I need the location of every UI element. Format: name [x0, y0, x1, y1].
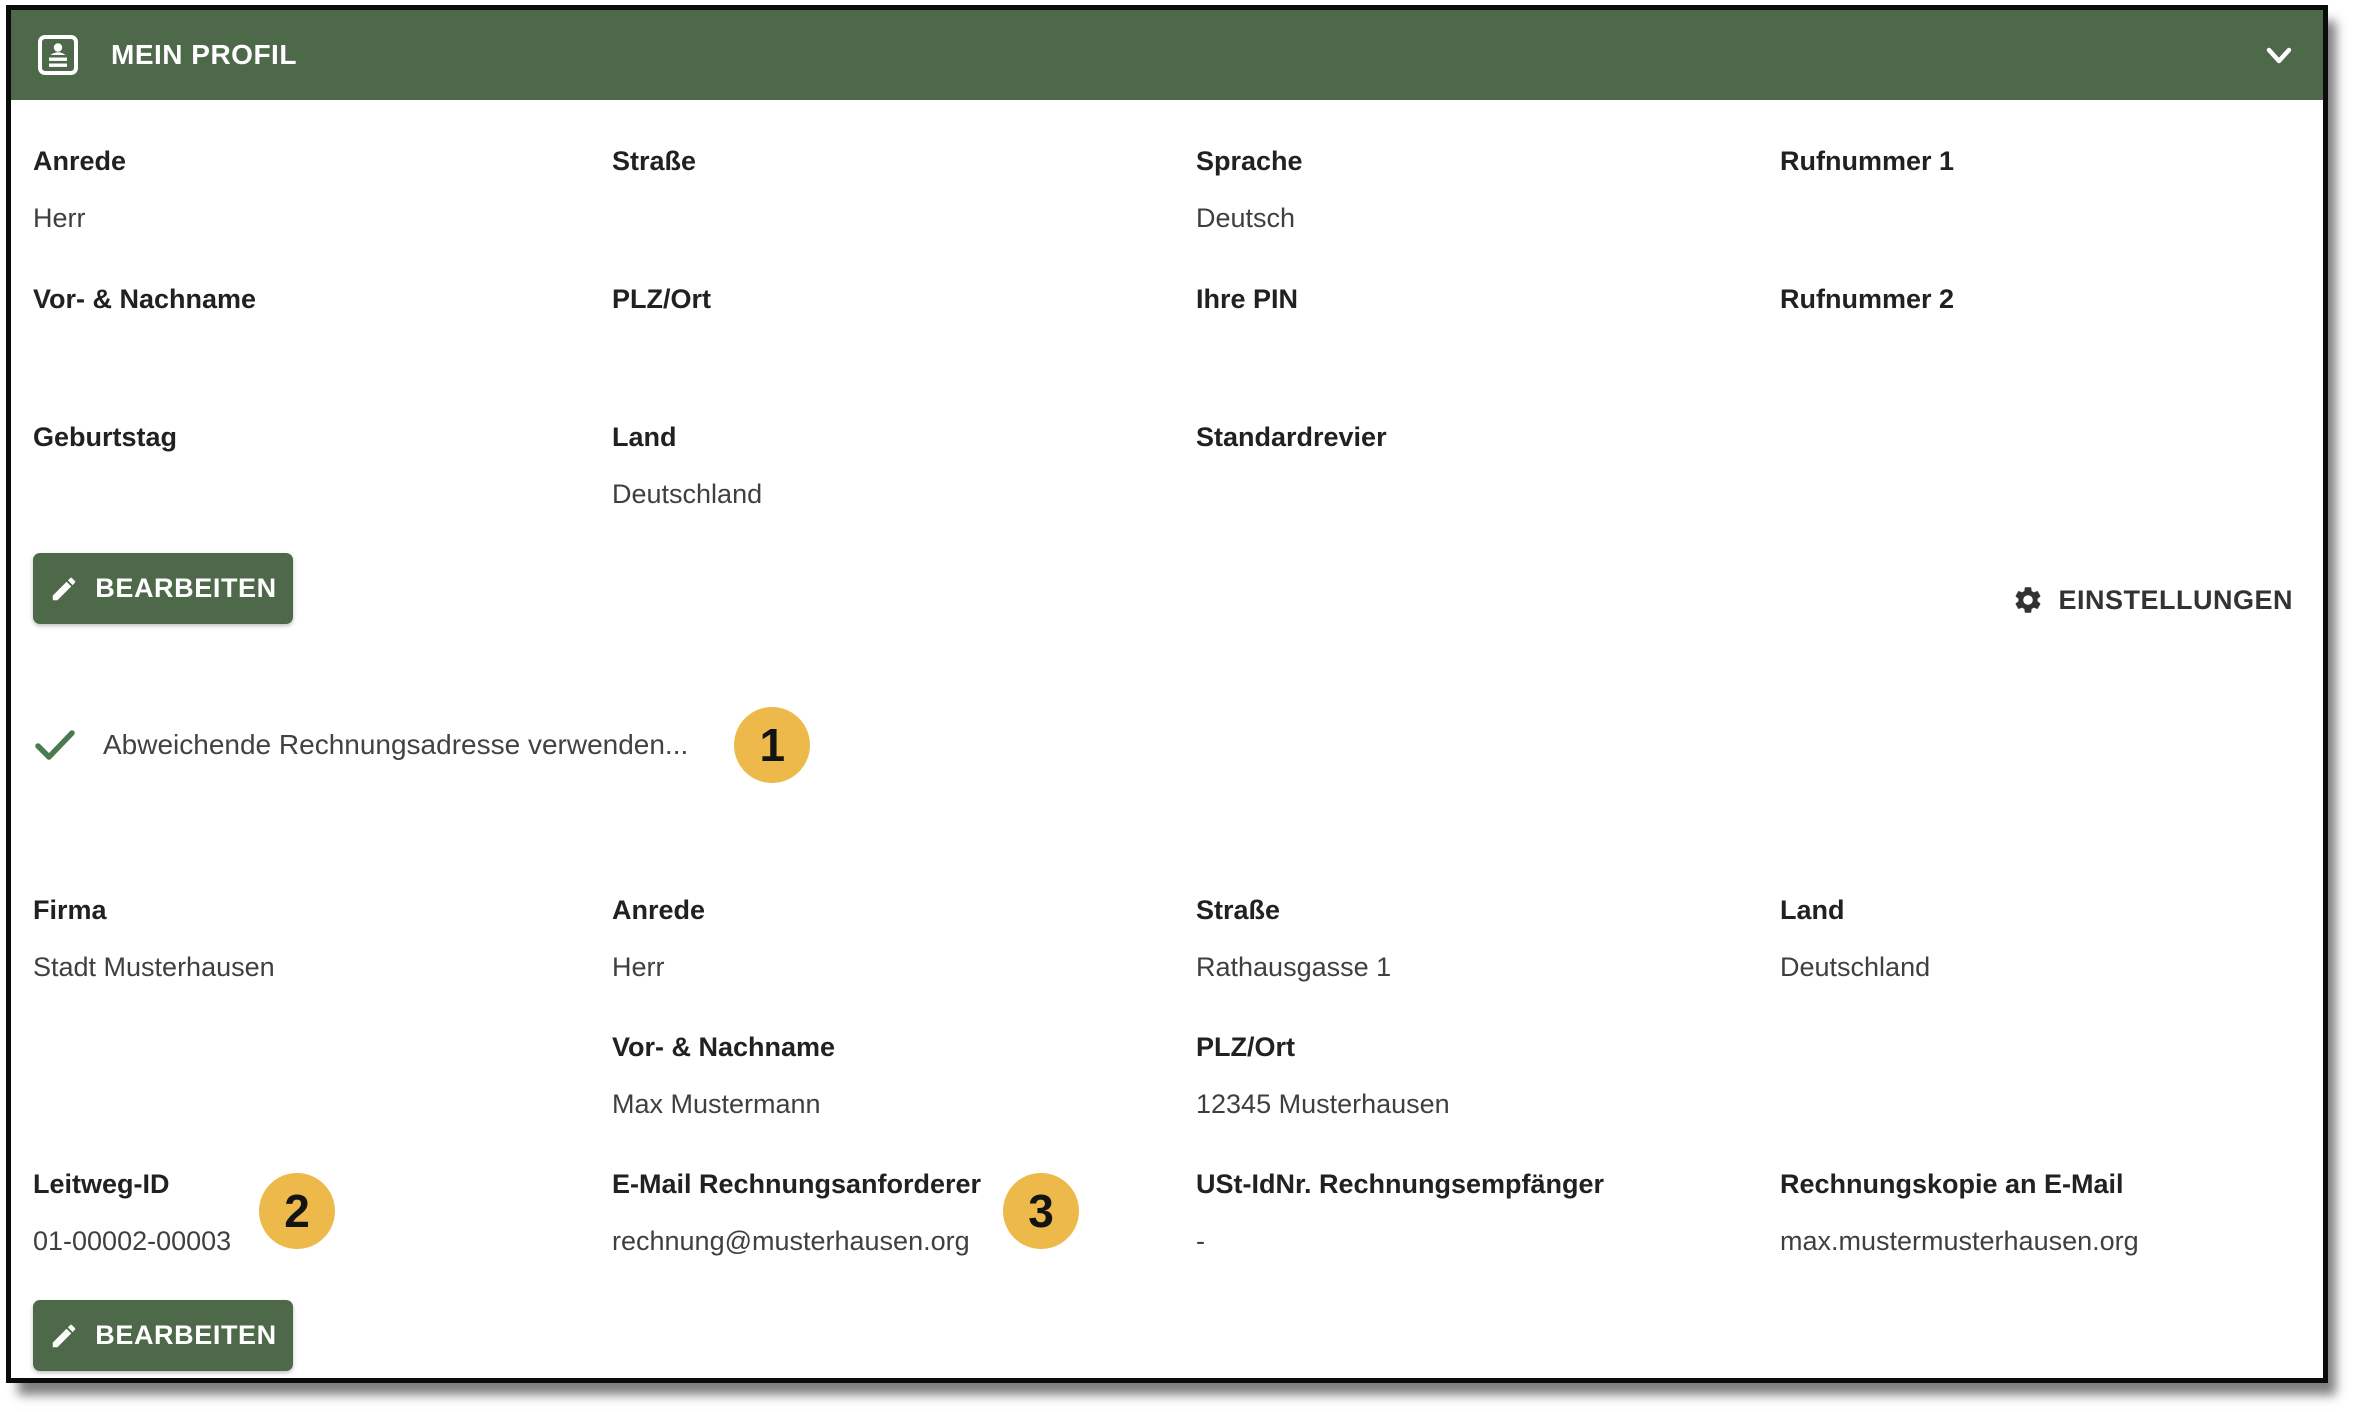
- field-label: Anrede: [33, 146, 127, 176]
- field-label: Rufnummer 1: [1780, 146, 1955, 176]
- edit-profile-button[interactable]: [33, 553, 293, 624]
- field-value: 12345 Musterhausen: [1196, 1089, 1450, 1119]
- field-anrede: [33, 144, 593, 235]
- field-strasse: [612, 144, 1172, 235]
- field-value: [612, 201, 1172, 235]
- field-label: Land: [612, 422, 677, 452]
- field-value: 01-00002-00003: [33, 1226, 232, 1256]
- field-land-billing: [1780, 893, 2340, 984]
- field-value: [1196, 477, 1756, 511]
- checkmark-icon[interactable]: [33, 727, 77, 763]
- chevron-down-icon[interactable]: [2261, 37, 2297, 73]
- gear-icon: [2012, 584, 2044, 616]
- field-plz-ort: [612, 282, 1172, 373]
- field-label: Leitweg-ID: [33, 1169, 170, 1199]
- field-land: [612, 420, 1172, 511]
- field-label: Rufnummer 2: [1780, 284, 1955, 314]
- field-label: Vor- & Nachname: [612, 1032, 836, 1062]
- field-label: Ihre PIN: [1196, 284, 1299, 314]
- field-label: PLZ/Ort: [612, 284, 711, 314]
- field-ust-idnr: [1196, 1167, 1756, 1258]
- field-rechnungskopie-email: [1780, 1167, 2340, 1258]
- pencil-icon: [49, 1321, 79, 1351]
- field-label: PLZ/Ort: [1196, 1032, 1295, 1062]
- field-value: [33, 339, 593, 373]
- edit-billing-button-label: BEARBEITEN: [95, 1320, 277, 1350]
- field-firma: [33, 893, 593, 984]
- field-value: Deutsch: [1196, 203, 1296, 233]
- field-strasse-billing: [1196, 893, 1756, 984]
- field-value: Stadt Musterhausen: [33, 952, 275, 982]
- section-header-mein-profil[interactable]: [11, 10, 2323, 100]
- field-rufnummer-2: [1780, 282, 2340, 373]
- settings-button[interactable]: [2012, 568, 2293, 632]
- field-label: E-Mail Rechnungsanforderer: [612, 1169, 982, 1199]
- field-value: Herr: [33, 203, 86, 233]
- field-label: Firma: [33, 895, 107, 925]
- field-label: Land: [1780, 895, 1845, 925]
- field-email-rechnungsanforderer: [612, 1167, 1172, 1258]
- field-value: Max Mustermann: [612, 1089, 821, 1119]
- edit-profile-button-label: BEARBEITEN: [95, 573, 277, 603]
- settings-button-label: EINSTELLUNGEN: [2058, 584, 2293, 615]
- field-value: Herr: [612, 952, 665, 982]
- field-value: [612, 339, 1172, 373]
- field-value: [1780, 339, 2340, 373]
- field-value: [33, 477, 593, 511]
- field-sprache: [1196, 144, 1756, 235]
- field-vor-nachname-billing: [612, 1030, 1172, 1121]
- field-value: [1196, 339, 1756, 373]
- annotation-marker-2: 2: [259, 1173, 335, 1249]
- annotation-marker-1: 1: [734, 707, 810, 783]
- field-vor-nachname: [33, 282, 593, 373]
- field-label: Sprache: [1196, 146, 1303, 176]
- page-title: MEIN PROFIL: [111, 39, 297, 70]
- edit-billing-button[interactable]: [33, 1300, 293, 1371]
- field-label: Straße: [612, 146, 697, 176]
- field-value: Deutschland: [612, 479, 763, 509]
- field-value: rechnung@musterhausen.org: [612, 1226, 970, 1256]
- field-value: Deutschland: [1780, 952, 1931, 982]
- annotation-marker-3: 3: [1003, 1173, 1079, 1249]
- field-label: Rechnungskopie an E-Mail: [1780, 1169, 2124, 1199]
- field-label: Vor- & Nachname: [33, 284, 257, 314]
- billing-address-checkbox-row[interactable]: [33, 707, 810, 783]
- profile-window: [6, 5, 2328, 1383]
- field-anrede-billing: [612, 893, 1172, 984]
- pencil-icon: [49, 574, 79, 604]
- field-rufnummer-1: [1780, 144, 2340, 235]
- field-ihre-pin: [1196, 282, 1756, 373]
- field-value: -: [1196, 1226, 1205, 1256]
- field-value: Rathausgasse 1: [1196, 952, 1392, 982]
- field-label: Standardrevier: [1196, 422, 1387, 452]
- field-plz-ort-billing: [1196, 1030, 1756, 1121]
- billing-address-checkbox-label: Abweichende Rechnungsadresse verwenden...: [103, 729, 689, 760]
- field-label: Straße: [1196, 895, 1281, 925]
- field-label: Geburtstag: [33, 422, 178, 452]
- field-value: max.mustermusterhausen.org: [1780, 1226, 2139, 1256]
- field-label: USt-IdNr. Rechnungsempfänger: [1196, 1169, 1605, 1199]
- field-standardrevier: [1196, 420, 1756, 511]
- field-value: [1780, 201, 2340, 235]
- profile-badge-icon: [37, 34, 79, 76]
- field-geburtstag: [33, 420, 593, 511]
- field-label: Anrede: [612, 895, 706, 925]
